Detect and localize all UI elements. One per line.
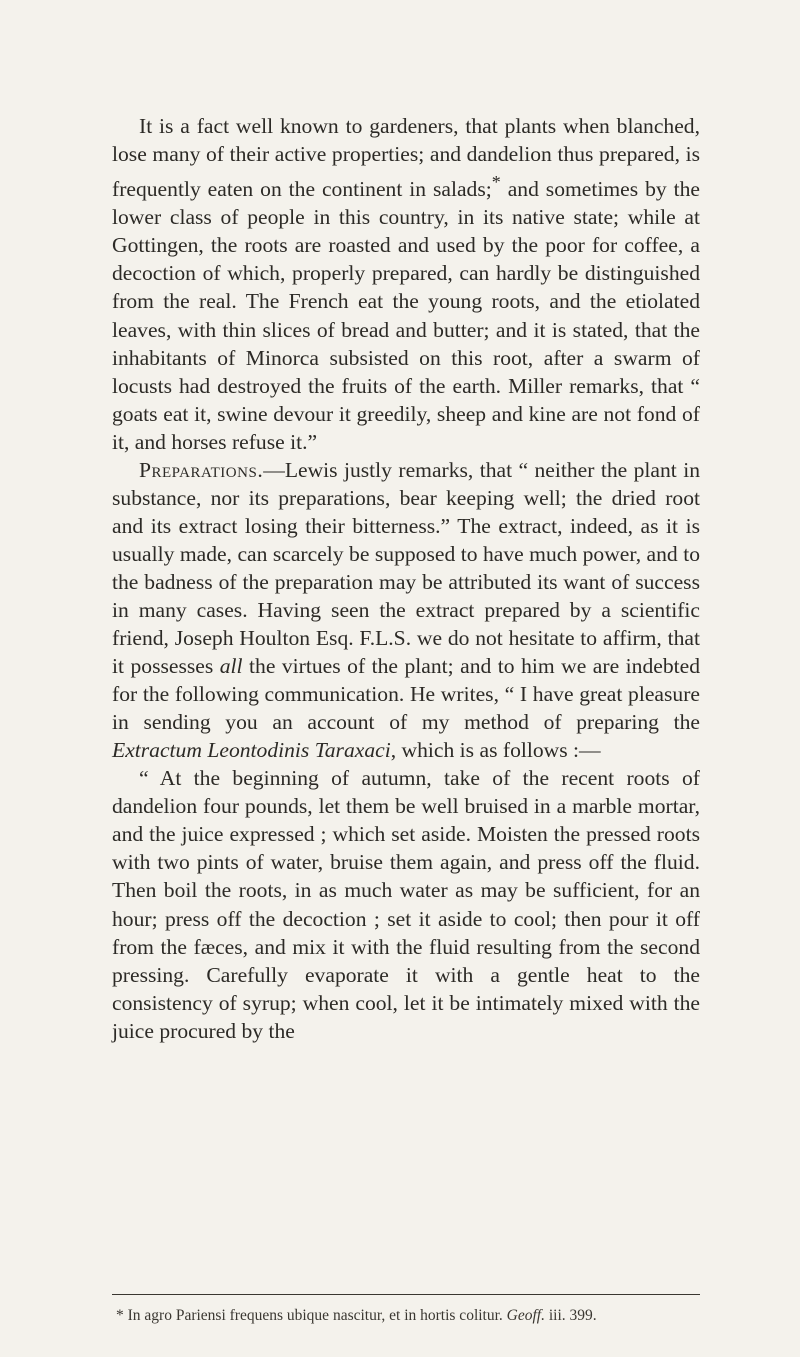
paragraph-3-text: “ At the beginning of autumn, take of the recent roots of dandelion four pounds, let them be well bruised in a marble mortar, and the juice expressed ; which set aside. Moisten the pressed roots with two pints of water, bruise them again, and press off the fluid. Then boil the roots, in as much water as may be sufficient, for an hour; press off the decoction ; set it aside to cool; then pour it off from the fæces, and mix it with the fluid resulting from the second pressing. Carefully evaporate it with a gentle heat to the consistency of syrup; when cool, let it be intimately mixed with the juice procured by the	[112, 766, 700, 1043]
footnote-text: In agro Pariensi frequens ubique nascitur, et in hortis colitur.	[123, 1307, 507, 1324]
paragraph-2-ending: , which is as follows :—	[390, 738, 601, 763]
latin-extract-name: Extractum Leontodinis Taraxaci	[112, 738, 391, 763]
paragraph-dandelion-uses	[112, 112, 700, 456]
footnote-citation: Geoff.	[506, 1307, 545, 1324]
paragraph-1-continuation: and sometimes by the lower class of people in this country, in its native state; while at Gottingen, the roots are roasted and used by the poor for coffee, a decoction of which, properly prepared, can hardly be distinguished from the real. The French eat the young roots, and the etiolated leaves, with thin slices of bread and butter; and it is stated, that the inhabitants of Minorca subsisted on this root, after a swarm of locusts had destroyed the fruits of the earth. Miller remarks, that “ goats eat it, swine devour it greedily, sheep and kine are not fond of it, and horses refuse it.”	[112, 177, 700, 454]
footnote-divider	[112, 1294, 700, 1295]
footnote-marker: *	[116, 1307, 124, 1324]
footnote	[112, 1306, 712, 1326]
paragraph-2-text-continued: the virtues of the plant; and to him we are indebted for the following communication. He writes, “ I have great pleasure in sending you an account of my method of preparing the	[112, 654, 700, 735]
body-text	[112, 112, 700, 1045]
footnote-reference-number: iii. 399.	[544, 1307, 597, 1324]
section-heading-preparations: Preparations.	[139, 457, 264, 482]
paragraph-2-text: —Lewis justly remarks, that “ neither the plant in substance, nor its preparations, bear keeping well; the dried root and its extract losing their bitterness.” The extract, indeed, as it is usually made, can scarcely be supposed to have much power, and to the badness of the preparation may be attributed its want of success in many cases. Having seen the extract prepared by a scientific friend, Joseph Houlton Esq. F.L.S. we do not hesitate to affirm, that it possesses	[112, 457, 700, 679]
paragraph-1-text: It is a fact well known to gardeners, that plants when blanched, lose many of their active properties; and dandelion thus prepared, is frequently eaten on the continent in salads;	[112, 114, 700, 202]
paragraph-preparations	[112, 456, 700, 765]
emphasis-all: all	[219, 654, 243, 679]
footnote-reference: *	[491, 172, 501, 193]
paragraph-recipe	[112, 764, 700, 1044]
